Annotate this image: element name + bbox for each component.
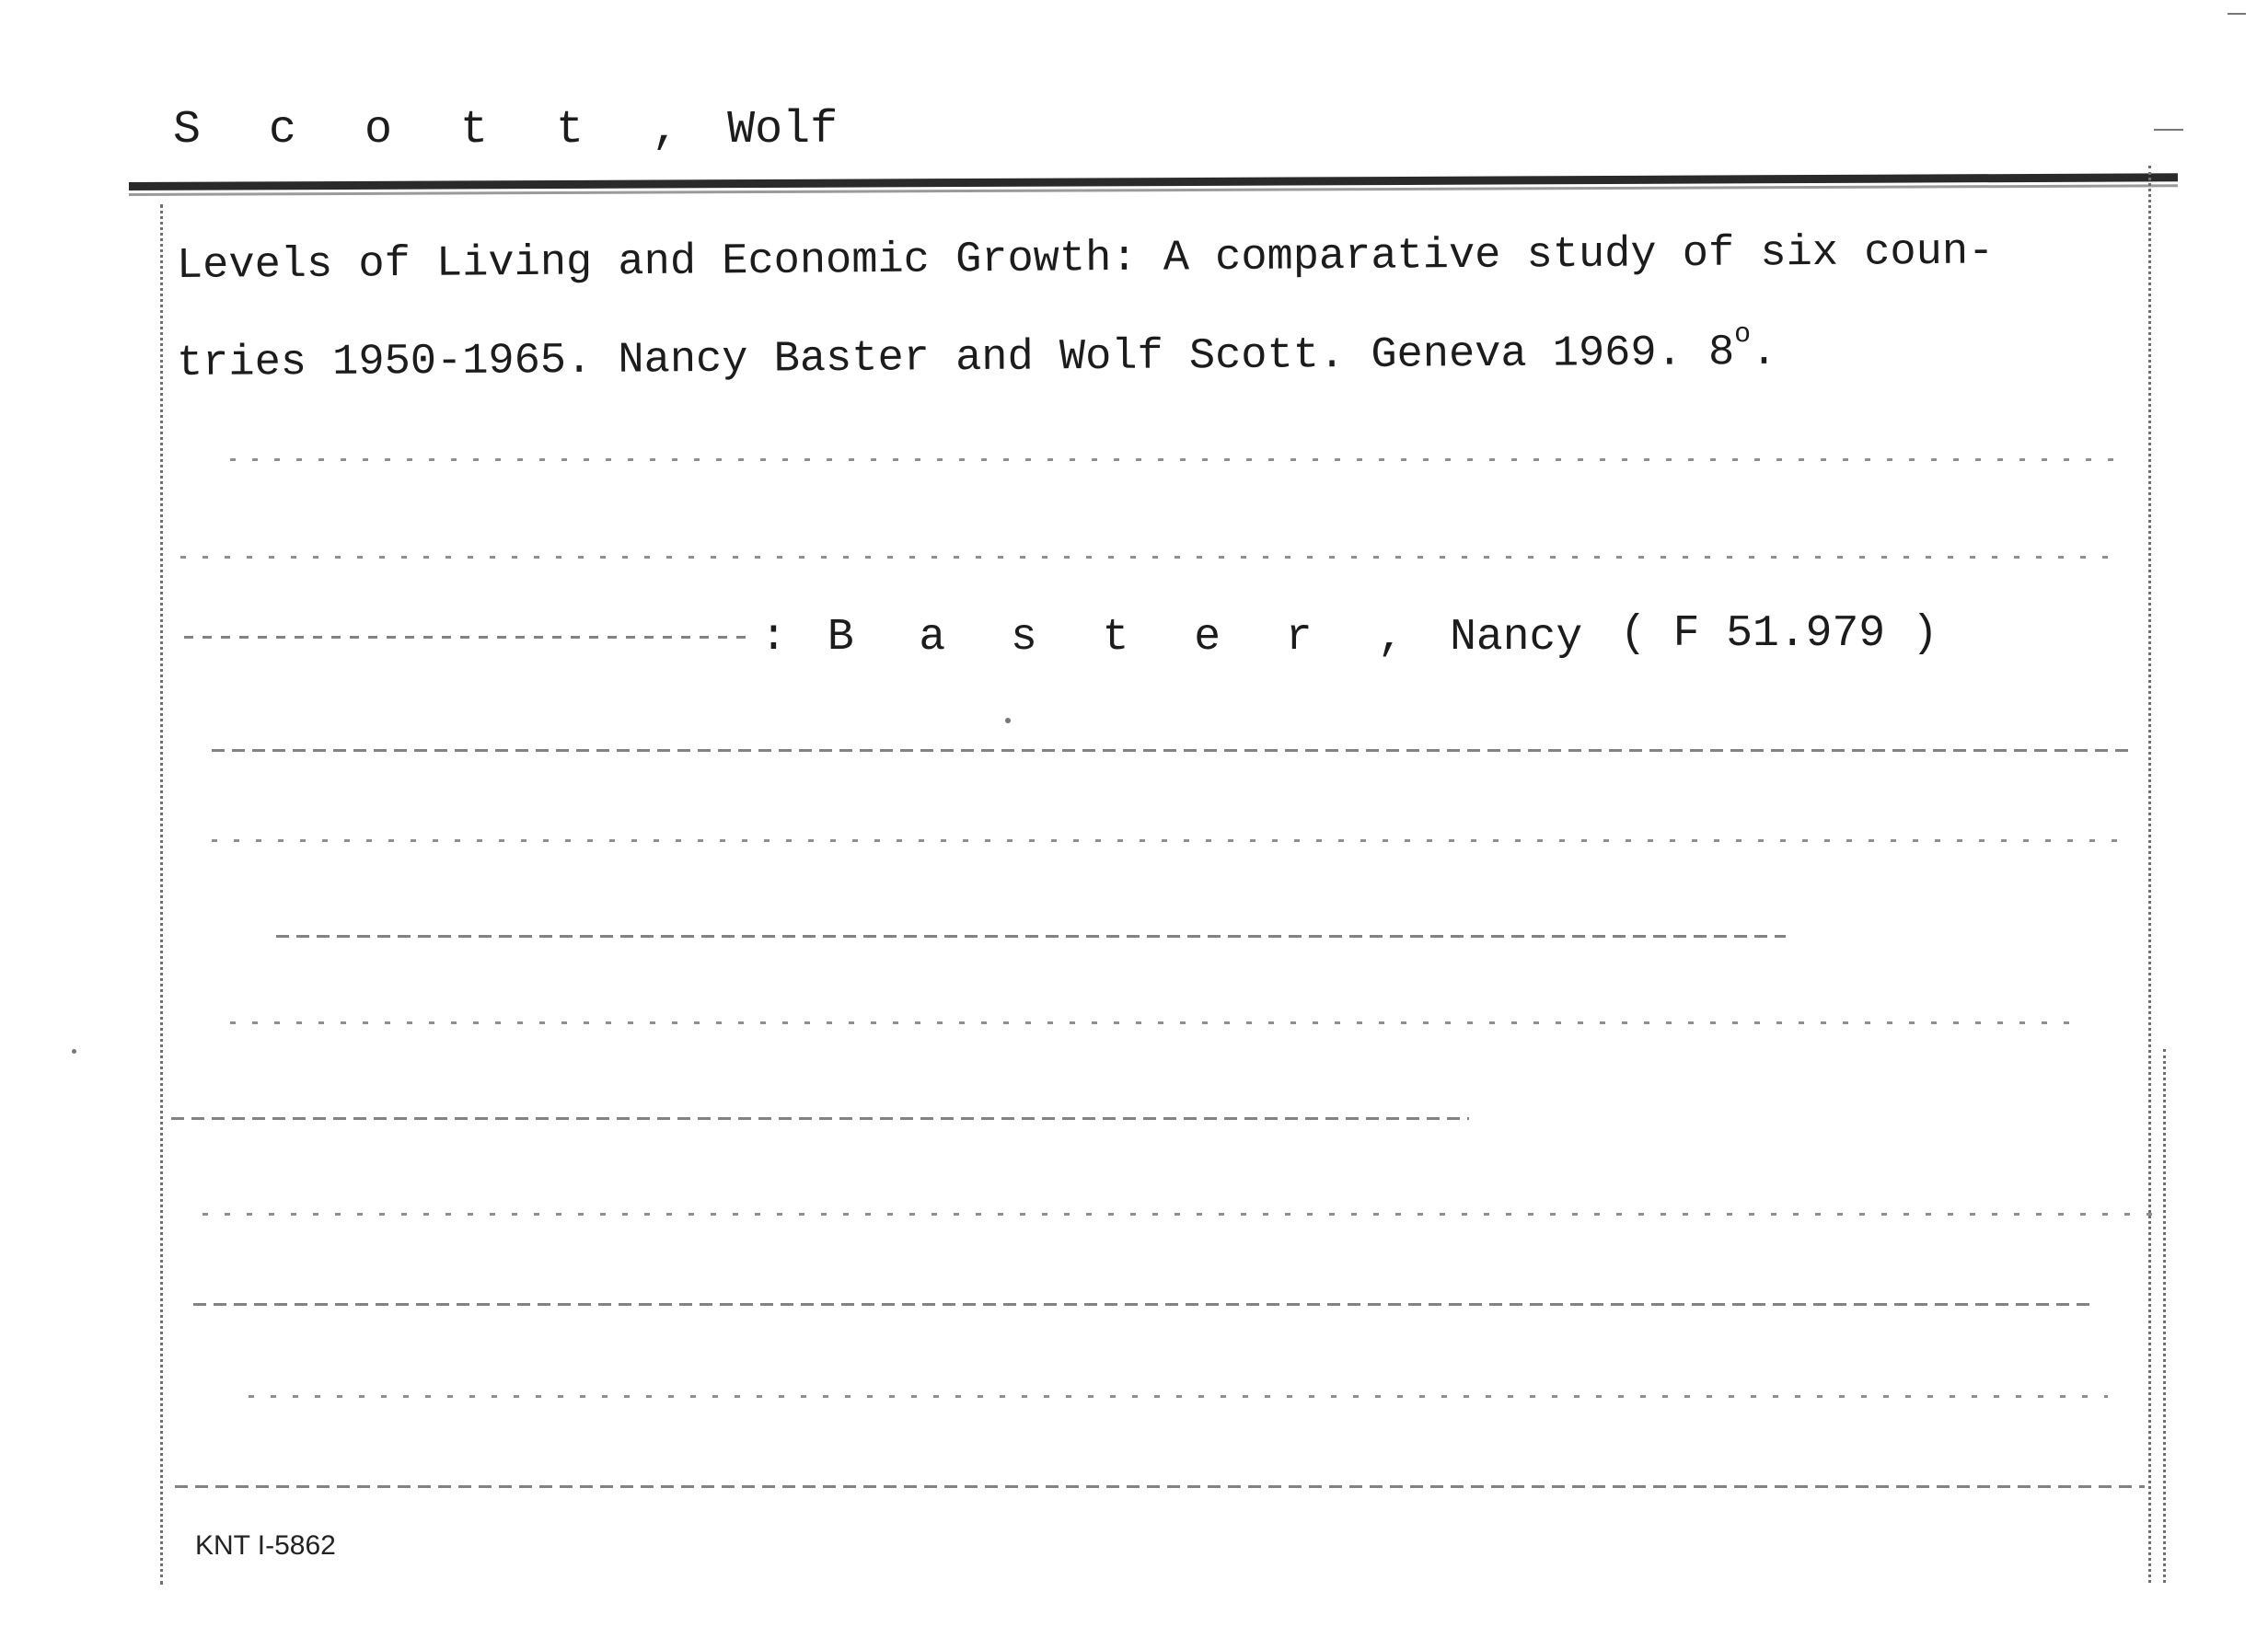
ink-speck [2228, 13, 2246, 15]
ink-speck [72, 1049, 76, 1054]
ruled-line-9 [193, 1303, 2089, 1306]
added-entry [184, 611, 1582, 664]
format-superscript: o [1733, 319, 1752, 352]
ruled-line-2 [180, 556, 2123, 559]
added-entry-given-name: Nancy [1450, 613, 1583, 663]
ink-speck [2154, 129, 2183, 131]
title-line-1: Levels of Living and Economic Growth: A comparative study of six coun- [176, 227, 1995, 291]
ruled-line-1 [230, 458, 2117, 461]
ruled-line-5 [276, 935, 1786, 938]
heading-given-name: Wolf [727, 104, 839, 156]
main-heading [173, 103, 838, 158]
call-number: ( F 51.979 ) [1620, 609, 1938, 659]
ruled-line-11 [175, 1485, 2145, 1488]
ruled-line-10 [249, 1395, 2108, 1398]
added-entry-separator: : [760, 613, 787, 663]
title-line-2-text: tries 1950-1965. Nancy Baster and Wolf Scott. Geneva 1969. 8 [176, 329, 1735, 388]
title-line-2-end: . [1751, 328, 1777, 378]
added-entry-surname: B a s t e r , [827, 613, 1424, 663]
added-entry-leader [184, 636, 755, 639]
ruled-line-7 [171, 1117, 1469, 1120]
right-margin-line-lower [2163, 1049, 2166, 1583]
ruled-line-3 [212, 749, 2135, 752]
card-code: KNT I-5862 [195, 1530, 336, 1561]
left-margin-line [160, 204, 163, 1585]
ruled-line-4 [212, 839, 2126, 842]
title-line-2 [176, 319, 1777, 390]
ruled-line-8 [202, 1213, 2154, 1216]
ink-speck [1005, 718, 1011, 723]
right-margin-line [2148, 166, 2151, 1583]
ruled-line-6 [230, 1021, 2080, 1024]
heading-surname: S c o t t , [173, 104, 700, 156]
